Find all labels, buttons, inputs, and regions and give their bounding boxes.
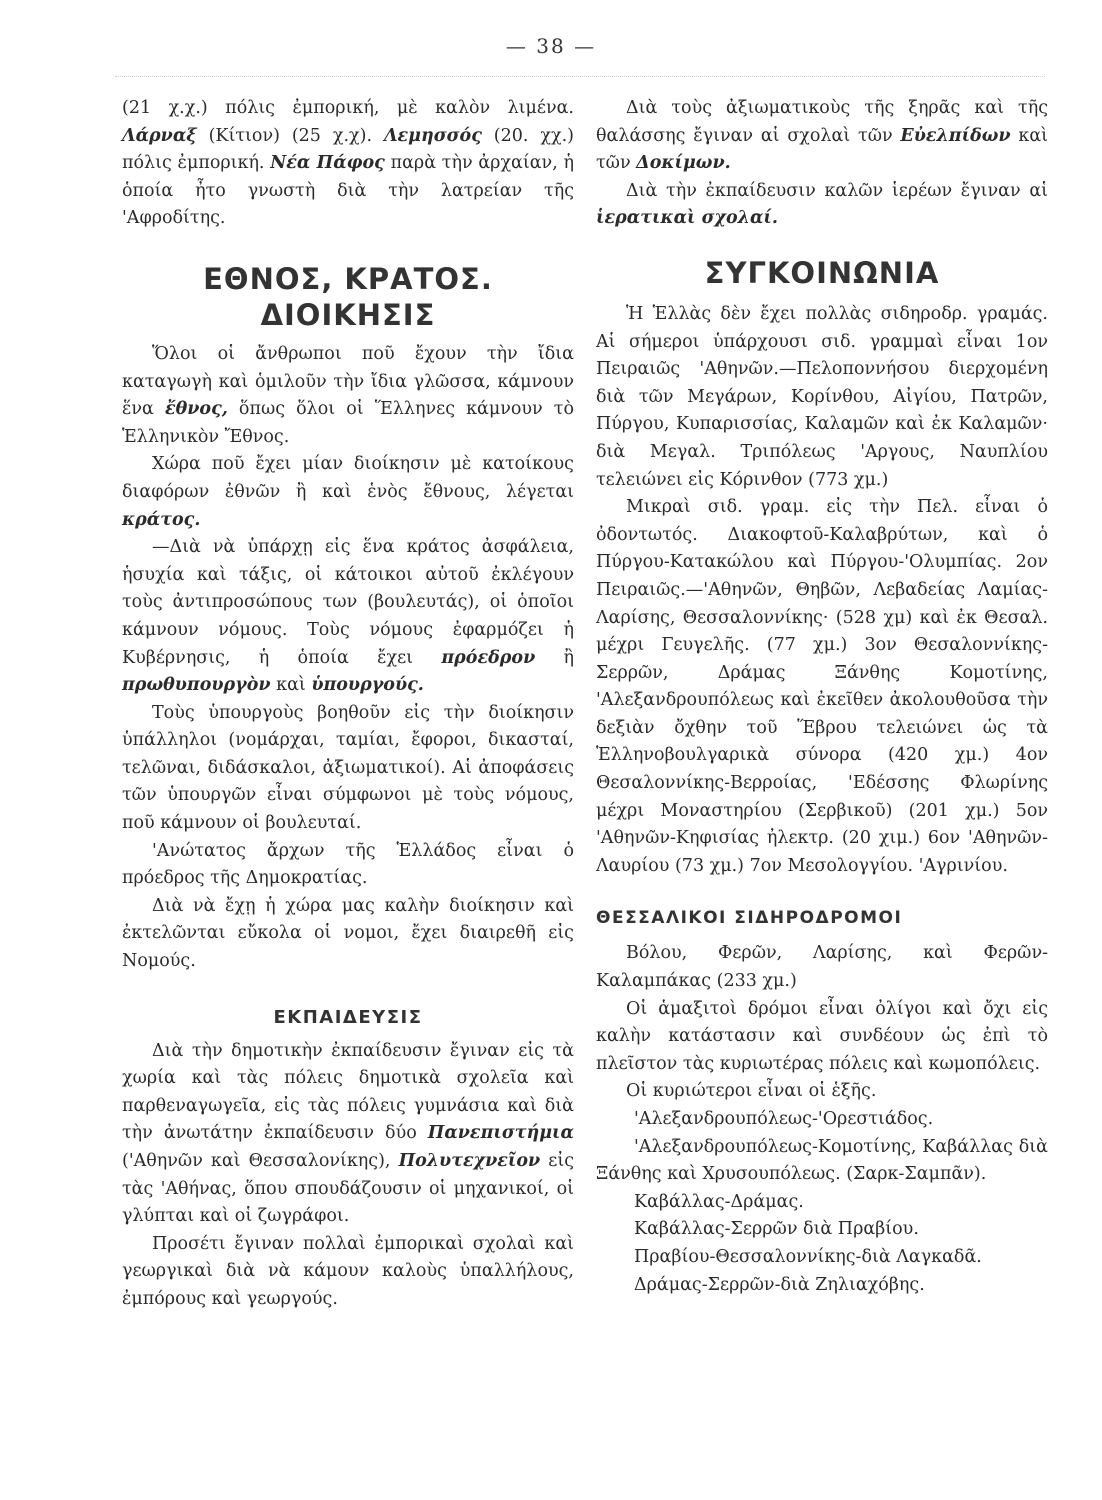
- term-prothypourgos: πρωθυπουργὸν: [122, 675, 271, 696]
- route-item: Δράμας-Σερρῶν-διὰ Ζηλιαχόβης.: [634, 1274, 925, 1295]
- header-divider: [115, 76, 1045, 77]
- text-run: ('Αθηνῶν καὶ Θεσσαλονίκης),: [122, 1151, 399, 1171]
- term-panepistimia: Πανεπιστήμια: [427, 1123, 574, 1144]
- right-column: [596, 95, 1048, 1299]
- paragraph-kyvernisis: [122, 534, 574, 700]
- term-ieratikai-scholai: ἱερατικαὶ σχολαί.: [596, 208, 778, 229]
- paragraph-thessalikoi: Βόλου, Φερῶν, Λαρίσης, καὶ Φερῶν-Καλαμπάκας (233 χμ.): [596, 943, 1048, 992]
- paragraph-mikrai-grammai: Μικραὶ σιδ. γραμ. εἰς τὴν Πελ. εἶναι ὁ ὀδοντωτός. Διακοφτοῦ-Καλαβρύτων, καὶ ὁ Πύργου-Κατακώλου καὶ Πύργου-'Ολυμπίας. 2ον Πειραιῶς.—'Αθηνῶν, Θηβῶν, Λεβαδείας Λαμίας-Λαρίσης, Θεσσαλοννίκης· (528 χμ) καὶ ἐκ Θεσαλ. μέχρι Γευγελῆς. (77 χμ.) 3ον Θεσαλοννίκης-Σερρῶν, Δράμας Ξάνθης Κομοτίνης, 'Αλεξανδρουπόλεως καὶ ἐκεῖθεν ἀκολουθοῦσα τὴν δεξιὰν ὄχθην τοῦ Ἕβρου τελειώνει ὡς τὰ Ἑλληνοβουλγαρικὰ σύνορα (420 χμ.) 4ον Θεσαλοννίκης-Βερροίας, 'Εδέσσης Φλωρίνης μέχρι Μοναστηρίου (Σερβικοῦ) (201 χμ.) 5ον 'Αθηνῶν-Κηφισίας ἠλεκτρ. (20 χιμ.) 6ον 'Αθηνῶν-Λαυρίου (73 χμ.) 7ον Μεσολογγίου. 'Αγρινίου.: [596, 497, 1048, 876]
- text-run: ὅπως ὅλοι οἱ Ἕλληνες κάμνουν τὸ Ἑλληνικὸν Ἔθνος.: [122, 399, 574, 447]
- term-larnax: Λάρναξ: [122, 125, 197, 146]
- text-run: (21 χ.χ.) πόλις ἐμπορική, μὲ καλὸν λιμένα.: [122, 98, 574, 118]
- section-heading-ekpaidefsis: ΕΚΠΑΙΔΕΥΣΙΣ: [273, 1006, 423, 1028]
- paragraph-kyrioteroi: Οἱ κυριώτεροι εἶναι οἱ ἑξῆς.: [626, 1081, 877, 1102]
- route-item: 'Αλεξανδρουπόλεως-'Ορεστιάδος.: [634, 1109, 934, 1129]
- term-kratos: κράτος.: [122, 509, 201, 530]
- text-run: Ὅλοι οἱ ἄνθρωποι ποῦ ἔχουν τὴν ἴδια καταγωγὴ καὶ ὁμιλοῦν τὴν ἴδια γλῶσσα, κάμνουν ἕνα: [122, 343, 574, 420]
- section-heading-thessalikoi: ΘΕΣΣΑΛΙΚΟΙ ΣΙΔΗΡΟΔΡΟΜΟΙ: [596, 908, 903, 929]
- text-run: παρὰ τὴν ἀρχαίαν, ἡ ὁποία ἦτο γνωστὴ διὰ τὴν λατρείαν τῆς 'Αφροδίτης.: [122, 153, 575, 229]
- route-item: 'Αλεξανδρουπόλεως-Κομοτίνης, Καβάλλας διὰ Ξάνθης καὶ Χρυσουπόλεως. (Σαρκ-Σαμπᾶν).: [596, 1136, 1048, 1185]
- intro-paragraph: [122, 95, 574, 233]
- paragraph-nomoi: Διὰ νὰ ἔχῃ ἡ χώρα μας καλὴν διοίκησιν καὶ ἐκτελῶνται εὔκολα οἱ νομοι, ἔχει διαιρεθῆ εἰς Νομούς.: [122, 895, 574, 972]
- text-run: εἰς τὰς 'Αθήνας, ὅπου σπουδάζουσιν οἱ μηχανικοί, οἱ γλύπται καὶ οἱ ζωγράφοι.: [122, 1151, 574, 1227]
- term-polytechneion: Πολυτεχνεῖον: [398, 1151, 541, 1171]
- term-nea-pafos: Νέα Πάφος: [270, 153, 385, 174]
- left-column: [122, 95, 574, 1314]
- text-run: Διὰ τὴν δημοτικὴν ἐκπαίδευσιν ἔγιναν εἰς τὰ χωρία καὶ τὰς πόλεις δημοτικὰ σχολεῖα καὶ παρθεναγωγεῖα, εἰς τὰς πόλεις γυμνάσια καὶ διὰ τὴν ἀνωτάτην ἐκπαίδευσιν δύο: [122, 1040, 574, 1144]
- paragraph-sidirodromoi: Ἡ Ἑλλὰς δὲν ἔχει πολλὰς σιδηροδρ. γραμάς. Αἱ σήμεροι ὑπάρχουσι σιδ. γραμμαὶ εἶναι 1ον Πειραιῶς 'Αθηνῶν.—Πελοποννήσου διερχομένη διὰ τῶν Μεγάρων, Κορίνθου, Αἰγίου, Πατρῶν, Πύργου, Κυπαρισσίας, Καλαμῶν καὶ ἐκ Καλαμῶν· διὰ Μεγαλ. Τριπόλεως 'Αργους, Ναυπλίου τελειώνει εἰς Κόρινθον (773 χμ.): [596, 303, 1048, 490]
- term-evelpidon: Εὐελπίδων: [900, 125, 1011, 146]
- paragraph-stratiotikes-scholes: [596, 95, 1048, 178]
- text-run: Διὰ τὴν ἐκπαίδευσιν καλῶν ἱερέων ἔγιναν αἱ: [626, 180, 1048, 201]
- paragraph-ypalliloi: Τοὺς ὑπουργοὺς βοηθοῦν εἰς τὴν διοίκησιν ὑπάλληλοι (νομάρχαι, ταμίαι, ἔφοροι, δικασταί, τελῶναι, διδάσκαλοι, ἀξιωματικοί). Αἱ ἀποφάσεις τῶν ὑπουργῶν εἶναι σύμφωνοι μὲ τοὺς νόμους, ποῦ κάμνουν οἱ βουλευταί.: [122, 702, 574, 834]
- text-run: Χώρα ποῦ ἔχει μίαν διοίκησιν μὲ κατοίκους διαφόρων ἐθνῶν ἢ καὶ ἑνὸς ἔθνους, λέγεται: [122, 454, 574, 502]
- paragraph-scholes: Προσέτι ἔγιναν πολλαὶ ἐμπορικαὶ σχολαὶ καὶ γεωργικαὶ διὰ νὰ κάμουν καλοὺς ὑπαλλήλους, ἐμπόρους καὶ γεωργούς.: [122, 1233, 574, 1309]
- term-ypourgoi: ὑπουργούς.: [311, 675, 424, 696]
- page-number: — 38 —: [505, 34, 597, 58]
- text-run: καὶ: [270, 675, 312, 696]
- paragraph-ieratikes-scholes: [596, 178, 1048, 233]
- paragraph-kratos: [122, 451, 574, 534]
- text-run: (20. χχ.) πόλις ἐμπορική.: [122, 125, 574, 174]
- route-item: Καβάλλας-Σερρῶν διὰ Πραβίου.: [634, 1219, 919, 1240]
- term-lemesos: Λεμησσός: [383, 125, 482, 146]
- term-dokimon: Δοκίμων.: [636, 153, 731, 174]
- text-run: ἢ: [535, 647, 574, 668]
- paragraph-ethnos: [122, 341, 574, 451]
- section-heading-dioikisis: ΔΙΟΙΚΗΣΙΣ: [260, 297, 436, 332]
- route-item: Καβάλλας-Δράμας.: [634, 1191, 804, 1212]
- term-ethnos: ἔθνος,: [164, 399, 228, 420]
- section-heading-ethnos: ΕΘΝΟΣ, ΚΡΑΤΟΣ.: [203, 261, 493, 296]
- text-run: —Διὰ νὰ ὑπάρχῃ εἰς ἕνα κράτος ἀσφάλεια, ἡσυχία καὶ τάξις, οἱ κάτοικοι αὐτοῦ ἐκλέγουν τοὺς ἀντιπροσώπους των (βουλευτάς), οἱ ὁποῖοι κάμνουν νόμους. Τοὺς νόμους ἐφαρμόζει ἡ Κυβέρνησις, ἡ ὁποία ἔχει: [122, 537, 574, 668]
- term-proedros: πρόεδρον: [441, 647, 536, 668]
- paragraph-amaxitoi: Οἱ ἁμαξιτοὶ δρόμοι εἶναι ὀλίγοι καὶ ὄχι εἰς καλὴν κατάστασιν καὶ συνδέουν ὡς ἐπὶ τὸ πλεῖστον τὰς κυριωτέρας πόλεις καὶ κωμοπόλεις.: [596, 998, 1048, 1074]
- paragraph-ekpaidefsis: [122, 1038, 574, 1231]
- text-run: (Κίτιον) (25 χ.χ).: [196, 125, 384, 146]
- section-heading-sygkoinonia: ΣΥΓΚΟΙΝΩΝΙΑ: [704, 255, 940, 290]
- text-run: Διὰ τοὺς ἀξιωματικοὺς τῆς ξηρᾶς καὶ τῆς θαλάσσης ἔγιναν αἱ σχολαὶ τῶν: [596, 98, 1048, 146]
- route-item: Πραβίου-Θεσσαλοννίκης-διὰ Λαγκαδᾶ.: [634, 1246, 982, 1267]
- paragraph-anotatos-archon: 'Ανώτατος ἄρχων τῆς Ἑλλάδος εἶναι ὁ πρόεδρος τῆς Δημοκρατίας.: [122, 840, 574, 889]
- text-run: καὶ τῶν: [596, 125, 1049, 174]
